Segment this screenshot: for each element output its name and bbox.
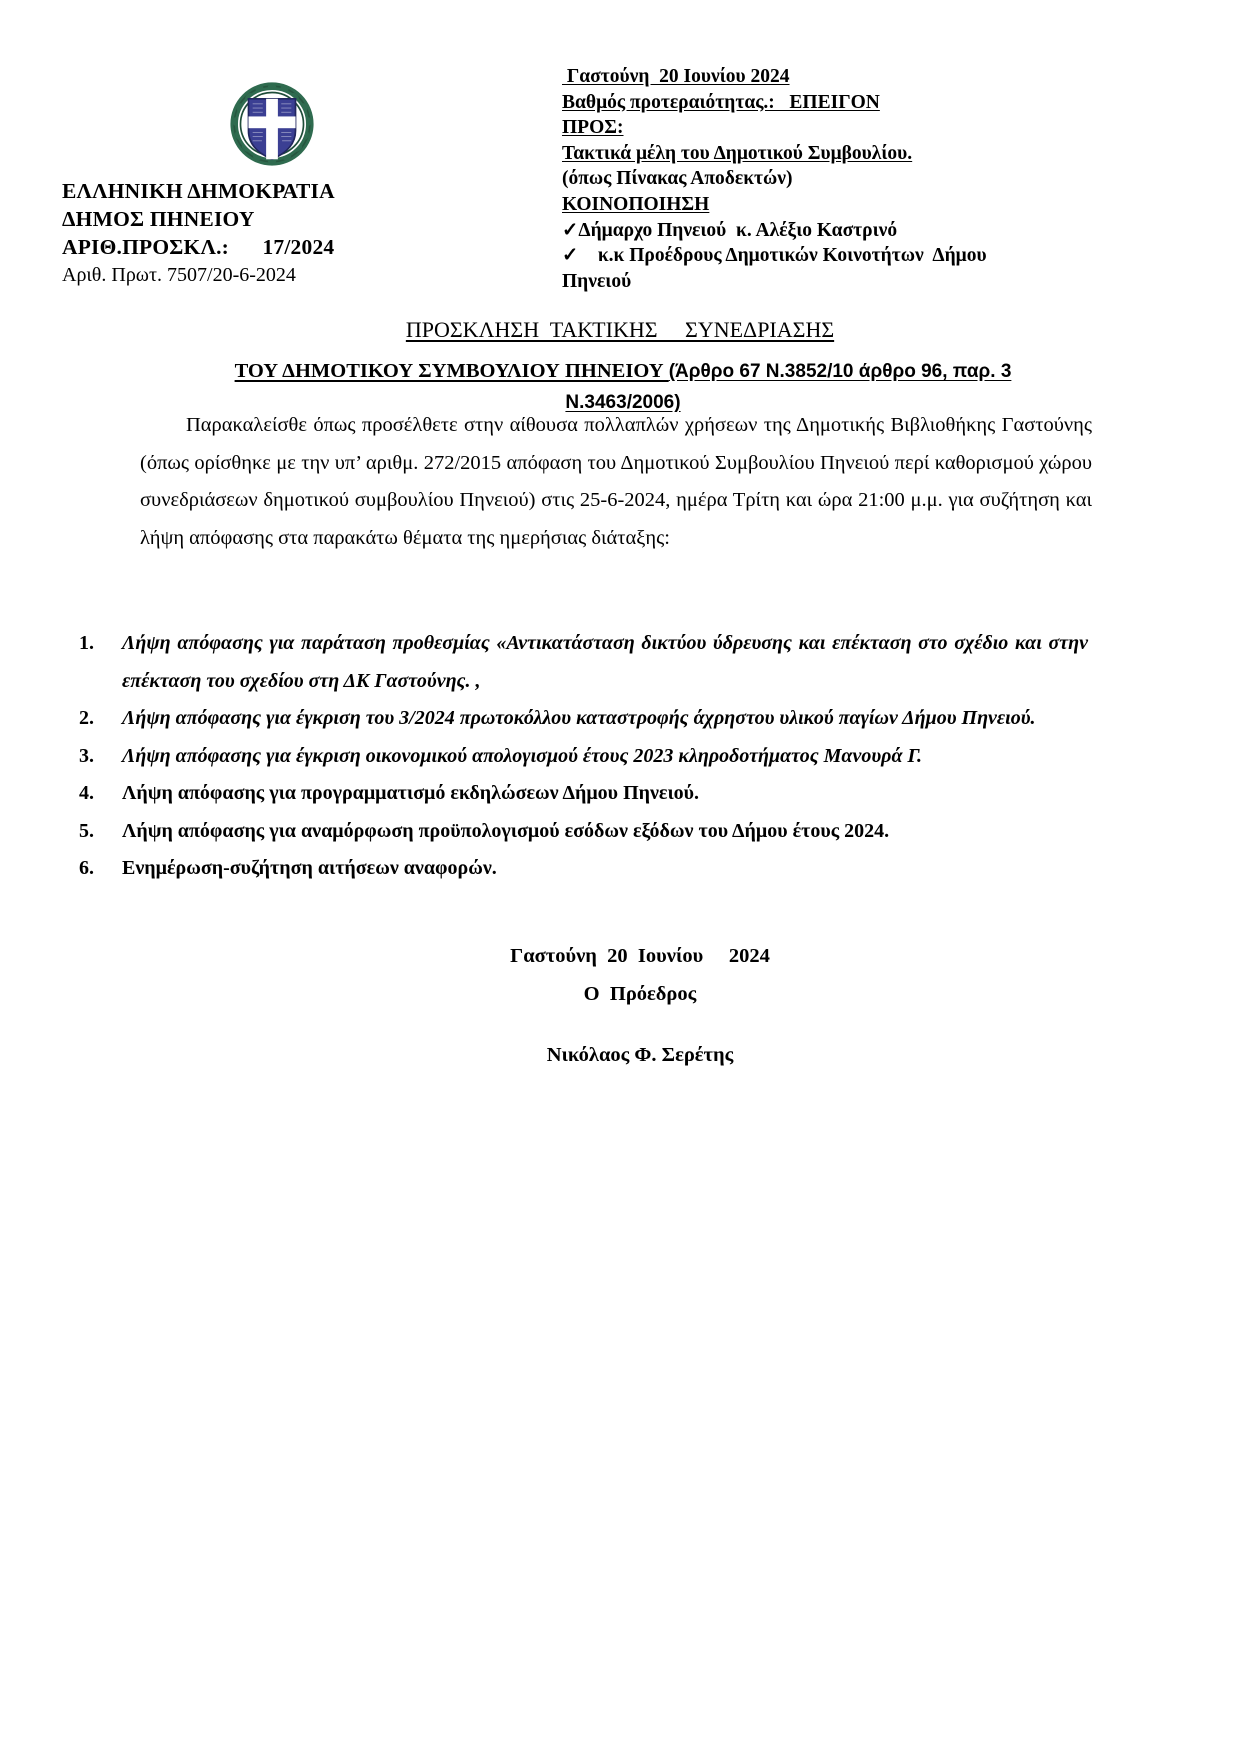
agenda-item-6	[76, 850, 1088, 888]
agenda-item-number: 3.	[79, 744, 94, 767]
page-title	[0, 317, 1240, 343]
invitation-number: ΑΡΙΘ.ΠΡΟΣΚΛ.: 17/2024	[62, 235, 335, 259]
agenda-item-text: Λήψη απόφασης για παράταση προθεσμίας «Αντικατάσταση δικτύου ύδρευσης και επέκταση στο σχέδιο και στην επέκταση του σχεδίου στη ΔΚ Γαστούνης. ,	[122, 632, 1088, 692]
cc-item-community-presidents: ✓ κ.κ Προέδρους Δημοτικών Κοινοτήτων Δήμου	[562, 245, 987, 267]
recipient-note: (όπως Πίνακας Αποδεκτών)	[562, 168, 793, 190]
cc-item-mayor: ✓Δήμαρχο Πηνειού κ. Αλέξιο Καστρινό	[562, 219, 898, 241]
cc-item-community-presidents-cont: Πηνειού	[562, 270, 632, 292]
signature-block	[330, 938, 950, 1075]
agenda-item-text: Λήψη απόφασης για έγκριση οικονομικού απολογισμού έτους 2023 κληροδοτήματος Μανουρά Γ.	[122, 744, 923, 767]
agenda-item-number: 4.	[79, 782, 94, 804]
addressing-block	[562, 64, 1054, 292]
agenda-item-number: 6.	[79, 857, 94, 879]
agenda-item-4	[76, 775, 1088, 813]
recipient-main: Τακτικά μέλη του Δημοτικού Συμβουλίου.	[562, 142, 913, 164]
page-title-text: ΠΡΟΣΚΛΗΣΗ ΤΑΚΤΙΚΗΣ ΣΥΝΕΔΡΙΑΣΗΣ	[405, 317, 835, 342]
municipality-name: ΔΗΜΟΣ ΠΗΝΕΙΟΥ	[62, 207, 255, 231]
priority-level: Βαθμός προτεραιότητας.: ΕΠΕΙΓΟΝ	[562, 91, 880, 113]
agenda-list	[76, 625, 1088, 888]
document-header	[0, 0, 1240, 300]
header-place-date: Γαστούνη 20 Ιουνίου 2024	[562, 66, 790, 87]
recipient-label: ΠΡΟΣ:	[562, 117, 624, 139]
intro-paragraph: Παρακαλείσθε όπως προσέλθετε στην αίθουσα πολλαπλών χρήσεων της Δημοτικής Βιβλιοθήκης Γαστούνης (όπως ορίσθηκε με την υπ’ αριθμ. 272/2015 απόφαση του Δημοτικού Συμβουλίου Πηνειού περί καθορισμού χώρου συνεδριάσεων δημοτικού συμβουλίου Πηνειού) στις 25-6-2024, ημέρα Τρίτη και ώρα 21:00 μ.μ. για συζήτηση και λήψη απόφασης στα παρακάτω θέματα της ημερήσιας διάταξης:	[140, 414, 1092, 549]
agenda-item-text: Λήψη απόφασης για έγκριση του 3/2024 πρωτοκόλλου καταστροφής άχρηστου υλικού παγίων Δήμου Πηνειού.	[122, 707, 1036, 729]
agenda-item-5	[76, 813, 1088, 851]
agenda-item-1	[76, 625, 1088, 700]
agenda-item-number: 5.	[79, 819, 94, 842]
signature-name: Νικόλαος Φ. Σερέτης	[546, 1044, 734, 1066]
agenda-item-number: 2.	[79, 707, 94, 729]
republic-name: ΕΛΛΗΝΙΚΗ ΔΗΜΟΚΡΑΤΙΑ	[62, 179, 335, 203]
agenda-item-text: Λήψη απόφασης για αναμόρφωση προϋπολογισμού εσόδων εξόδων του Δήμου έτους 2024.	[122, 819, 890, 842]
agenda-item-text: Λήψη απόφασης για προγραμματισμό εκδηλώσεων Δήμου Πηνειού.	[122, 782, 700, 804]
protocol-number: Αριθ. Πρωτ. 7507/20-6-2024	[62, 264, 296, 286]
page-subtitle-body: ΤΟΥ ΔΗΜΟΤΙΚΟΥ ΣΥΜΒΟΥΛΙΟΥ ΠΗΝΕΙΟΥ	[234, 360, 669, 382]
page-subtitle-legal-reference: (Άρθρο 67 Ν.3852/10 άρθρο 96, παρ. 3 Ν.3463/2006)	[565, 361, 1012, 413]
agenda-item-number: 1.	[79, 632, 94, 654]
agenda-item-3	[76, 738, 1088, 776]
agenda-item-text: Ενημέρωση-συζήτηση αιτήσεων αναφορών.	[122, 857, 497, 879]
signature-role: Ο Πρόεδρος	[583, 982, 697, 1005]
agenda-item-2	[76, 700, 1088, 738]
signature-place-date: Γαστούνη 20 Ιουνίου 2024	[510, 945, 770, 967]
organization-block	[62, 82, 482, 289]
greek-republic-coat-of-arms-icon	[230, 82, 314, 166]
emblem-wrapper	[62, 82, 482, 171]
cc-label: ΚΟΙΝΟΠΟΙΗΣΗ	[562, 193, 710, 215]
